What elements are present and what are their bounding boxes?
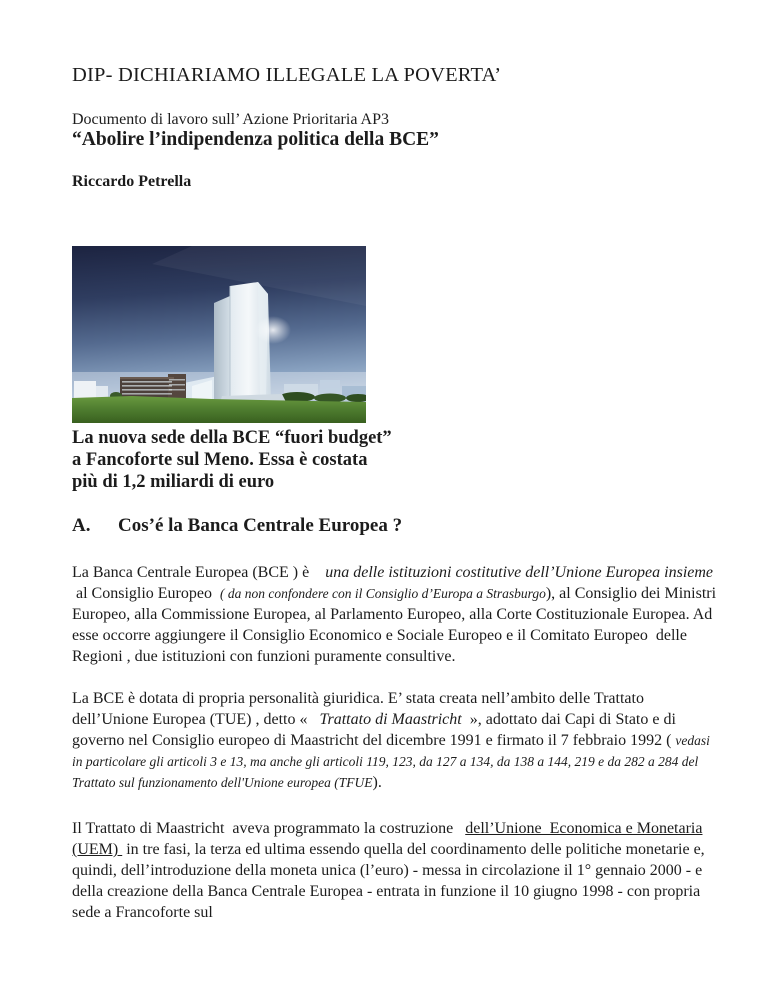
paragraph-1: La Banca Centrale Europea (BCE ) è una delle istituzioni costitutive dell’Unione Europea insieme al Consiglio Europeo ( da non confondere con il Consiglio d’Europa a Strasburgo), al Consiglio dei Ministri Europeo, alla Commissione Europea, al Parlamento Europeo, alla Corte Costituzionale Europea. Ad esse occorre aggiungere il Consiglio Economico e Sociale Europeo e il Comitato Europeo delle Regioni , due istituzioni con funzioni puramente consultive. (72, 564, 717, 665)
caption-line-2: a Fancoforte sul Meno. Essa è costata (72, 450, 368, 470)
section-title: Cos’é la Banca Centrale Europea ? (118, 515, 403, 536)
author-name: Riccardo Petrella (72, 173, 192, 190)
bce-tower-illustration (72, 246, 366, 423)
bce-building-image (72, 246, 366, 423)
action-priority-title: “Abolire l’indipendenza politica della BCE” (72, 129, 439, 150)
figure-caption (72, 427, 432, 493)
paragraph-3: Il Trattato di Maastricht aveva programmato la costruzione dell’Unione Economica e Monetaria (UEM) in tre fasi, la terza ed ultima essendo quella del coordinamento delle politiche monetarie e, quindi, dell’introduzione della moneta unica (l’euro) - messa in circolazione il 1° gennaio 2000 - e della creazione della Banca Centrale Europea - entrata in funzione il 10 giugno 1998 - con propria sede a Francoforte sul (72, 820, 705, 921)
section-heading (72, 515, 718, 537)
paragraph-2: La BCE è dotata di propria personalità giuridica. E’ stata creata nell’ambito delle Trattato dell’Unione Europea (TUE) , detto « Trattato di Maastricht », adottato dai Capi di Stato e di governo nel Consiglio europeo di Maastricht del dicembre 1991 e firmato il 7 febbraio 1992 ( vedasi in particolare gli articoli 3 e 13, ma anche gli articoli 119, 123, da 127 a 134, da 138 a 144, 219 e da 282 a 284 del Trattato sul funzionamento dell'Unione europea (TFUE). (72, 690, 710, 791)
caption-line-1: La nuova sede della BCE “fuori budget” (72, 428, 392, 448)
caption-line-3: più di 1,2 miliardi di euro (72, 472, 275, 492)
document-title: DIP- DICHIARIAMO ILLEGALE LA POVERTA’ (72, 64, 502, 86)
section-label: A. (72, 515, 91, 536)
document-subtitle: Documento di lavoro sull’ Azione Prioritaria AP3 (72, 111, 389, 128)
